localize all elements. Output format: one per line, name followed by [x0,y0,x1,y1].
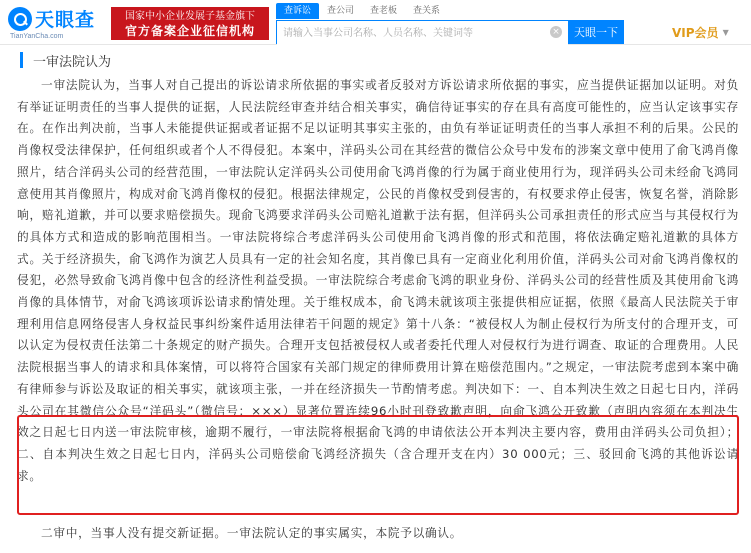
vip-menu[interactable] [672,20,729,44]
slogan-line-1: 国家中小企业发展子基金旗下 [125,11,255,22]
slogan-banner [111,7,269,40]
vip-label: VIP会员 [672,25,719,40]
search-button[interactable]: 天眼一下 [568,20,624,44]
tab-boss[interactable]: 查老板 [370,6,398,16]
tab-lawsuit[interactable]: 查诉讼 [276,3,319,19]
logo-name: 天眼查 [35,9,96,31]
search-box [276,20,568,44]
clear-icon[interactable]: × [550,26,562,38]
tab-company[interactable]: 查公司 [327,6,355,16]
slogan-line-2: 官方备案企业征信机构 [124,24,255,38]
search-type-tabs [276,3,448,19]
search-input[interactable] [277,23,568,45]
section-accent-bar [20,52,23,68]
top-header [0,0,751,45]
judgment-text [17,75,739,487]
paragraph-second-instance: 二审中，当事人没有提交新证据。一审法院认定的事实属实，本院予以确认。 [41,526,463,540]
logo-url: TianYanCha.com [10,33,64,40]
logo[interactable] [8,5,103,39]
paragraph-court-opinion: 一审法院认为，当事人对自己提出的诉讼请求所依据的事实或者反驳对方诉讼请求所依据的事实，应当提供证据加以证明。对负有举证证明责任的当事人提供的证据，人民法院经审查并结合相关事实，确信待证事实的存在具有高度可能性的，应当认定该事实存在。在作出判决前，当事人未能提供证据或者证据不足以证明其事实主张的，由负有举证证明责任的当事人承担不利的后果。公民的肖像权受法律保护，任何组织或者个人不得侵犯。本案中，洋码头公司在其经营的微信公众号中发布的涉案文章中使用了俞飞鸿肖像照片，结合洋码头公司的经营范围，一审法院认定洋码头公司使用俞飞鸿肖像的行为属于商业使用行为，现洋码头公司未经俞飞鸿同意使用其肖像照片，构成对俞飞鸿肖像权的侵犯。根据法律规定，公民的肖像权受到侵害的，有权要求停止侵害，恢复名誉，消除影响，赔礼道歉，并可以要求赔偿损失。现俞飞鸿要求洋码头公司赔礼道歉于法有据，但洋码头公司承担责任的形式应当与其侵权行为的具体方式和造成的影响范围相当。一审法院将综合考虑洋码头公司使用俞飞鸿肖像的形式和范围，将依法确定赔礼道歉的具体方式。关于经济损失，俞飞鸿作为演艺人员具有一定的社会知名度，其肖像已具有一定商业化利用价值，洋码头公司对俞飞鸿肖像权的侵犯，必然导致俞飞鸿肖像中包含的经济性利益受损。一审法院综合考虑俞飞鸿的职业身份、洋码头公司的经营性质及其使用俞飞鸿肖像的具体情节，对俞飞鸿该项诉讼请求酌情处理。关于维权成本，俞飞鸿未就该项主张提供相应证据，依照《最高人民法院关于审理利用信息网络侵害人身权益民事纠纷案件适用法律若干问题的规定》第十八条：“被侵权人为制止侵权行为所支付的合理开支，可以认定为侵权责任法第二十条规定的财产损失。合理开支包括被侵权人或者委托代理人对侵权行为进行调查、取证的合理费用。人民法院根据当事人的请求和具体案情，可以将符合国家有关部门规定的律师费用计算在赔偿范围内。”之规定，一审法院考虑到本案中确有律师参与诉讼及取证的相关事实，就该项主张，一并在经济损失一节酌情考虑。判决如下：一、自本判决生效之日起七日内，洋码头公司在其微信公众号“洋码头”（微信号：×××）显著位置连续96小时刊登致歉声明，向俞飞鸿公开致歉（声明内容须在本判决生效之日起七日内送一审法院审核，逾期不履行，一审法院将根据俞飞鸿的申请依法公开本判决主要内容，费用由洋码头公司负担）；二、自本判决生效之日起七日内，洋码头公司赔偿俞飞鸿经济损失（含合理开支在内）30 000元；三、驳回俞飞鸿的其他诉讼请求。 [17,78,739,483]
logo-eye-icon [8,7,32,31]
tab-relation[interactable]: 查关系 [413,6,441,16]
chevron-down-icon: ▼ [722,27,729,37]
section-header [20,50,111,70]
section-title: 一审法院认为 [33,54,112,70]
logo-row [8,5,103,32]
